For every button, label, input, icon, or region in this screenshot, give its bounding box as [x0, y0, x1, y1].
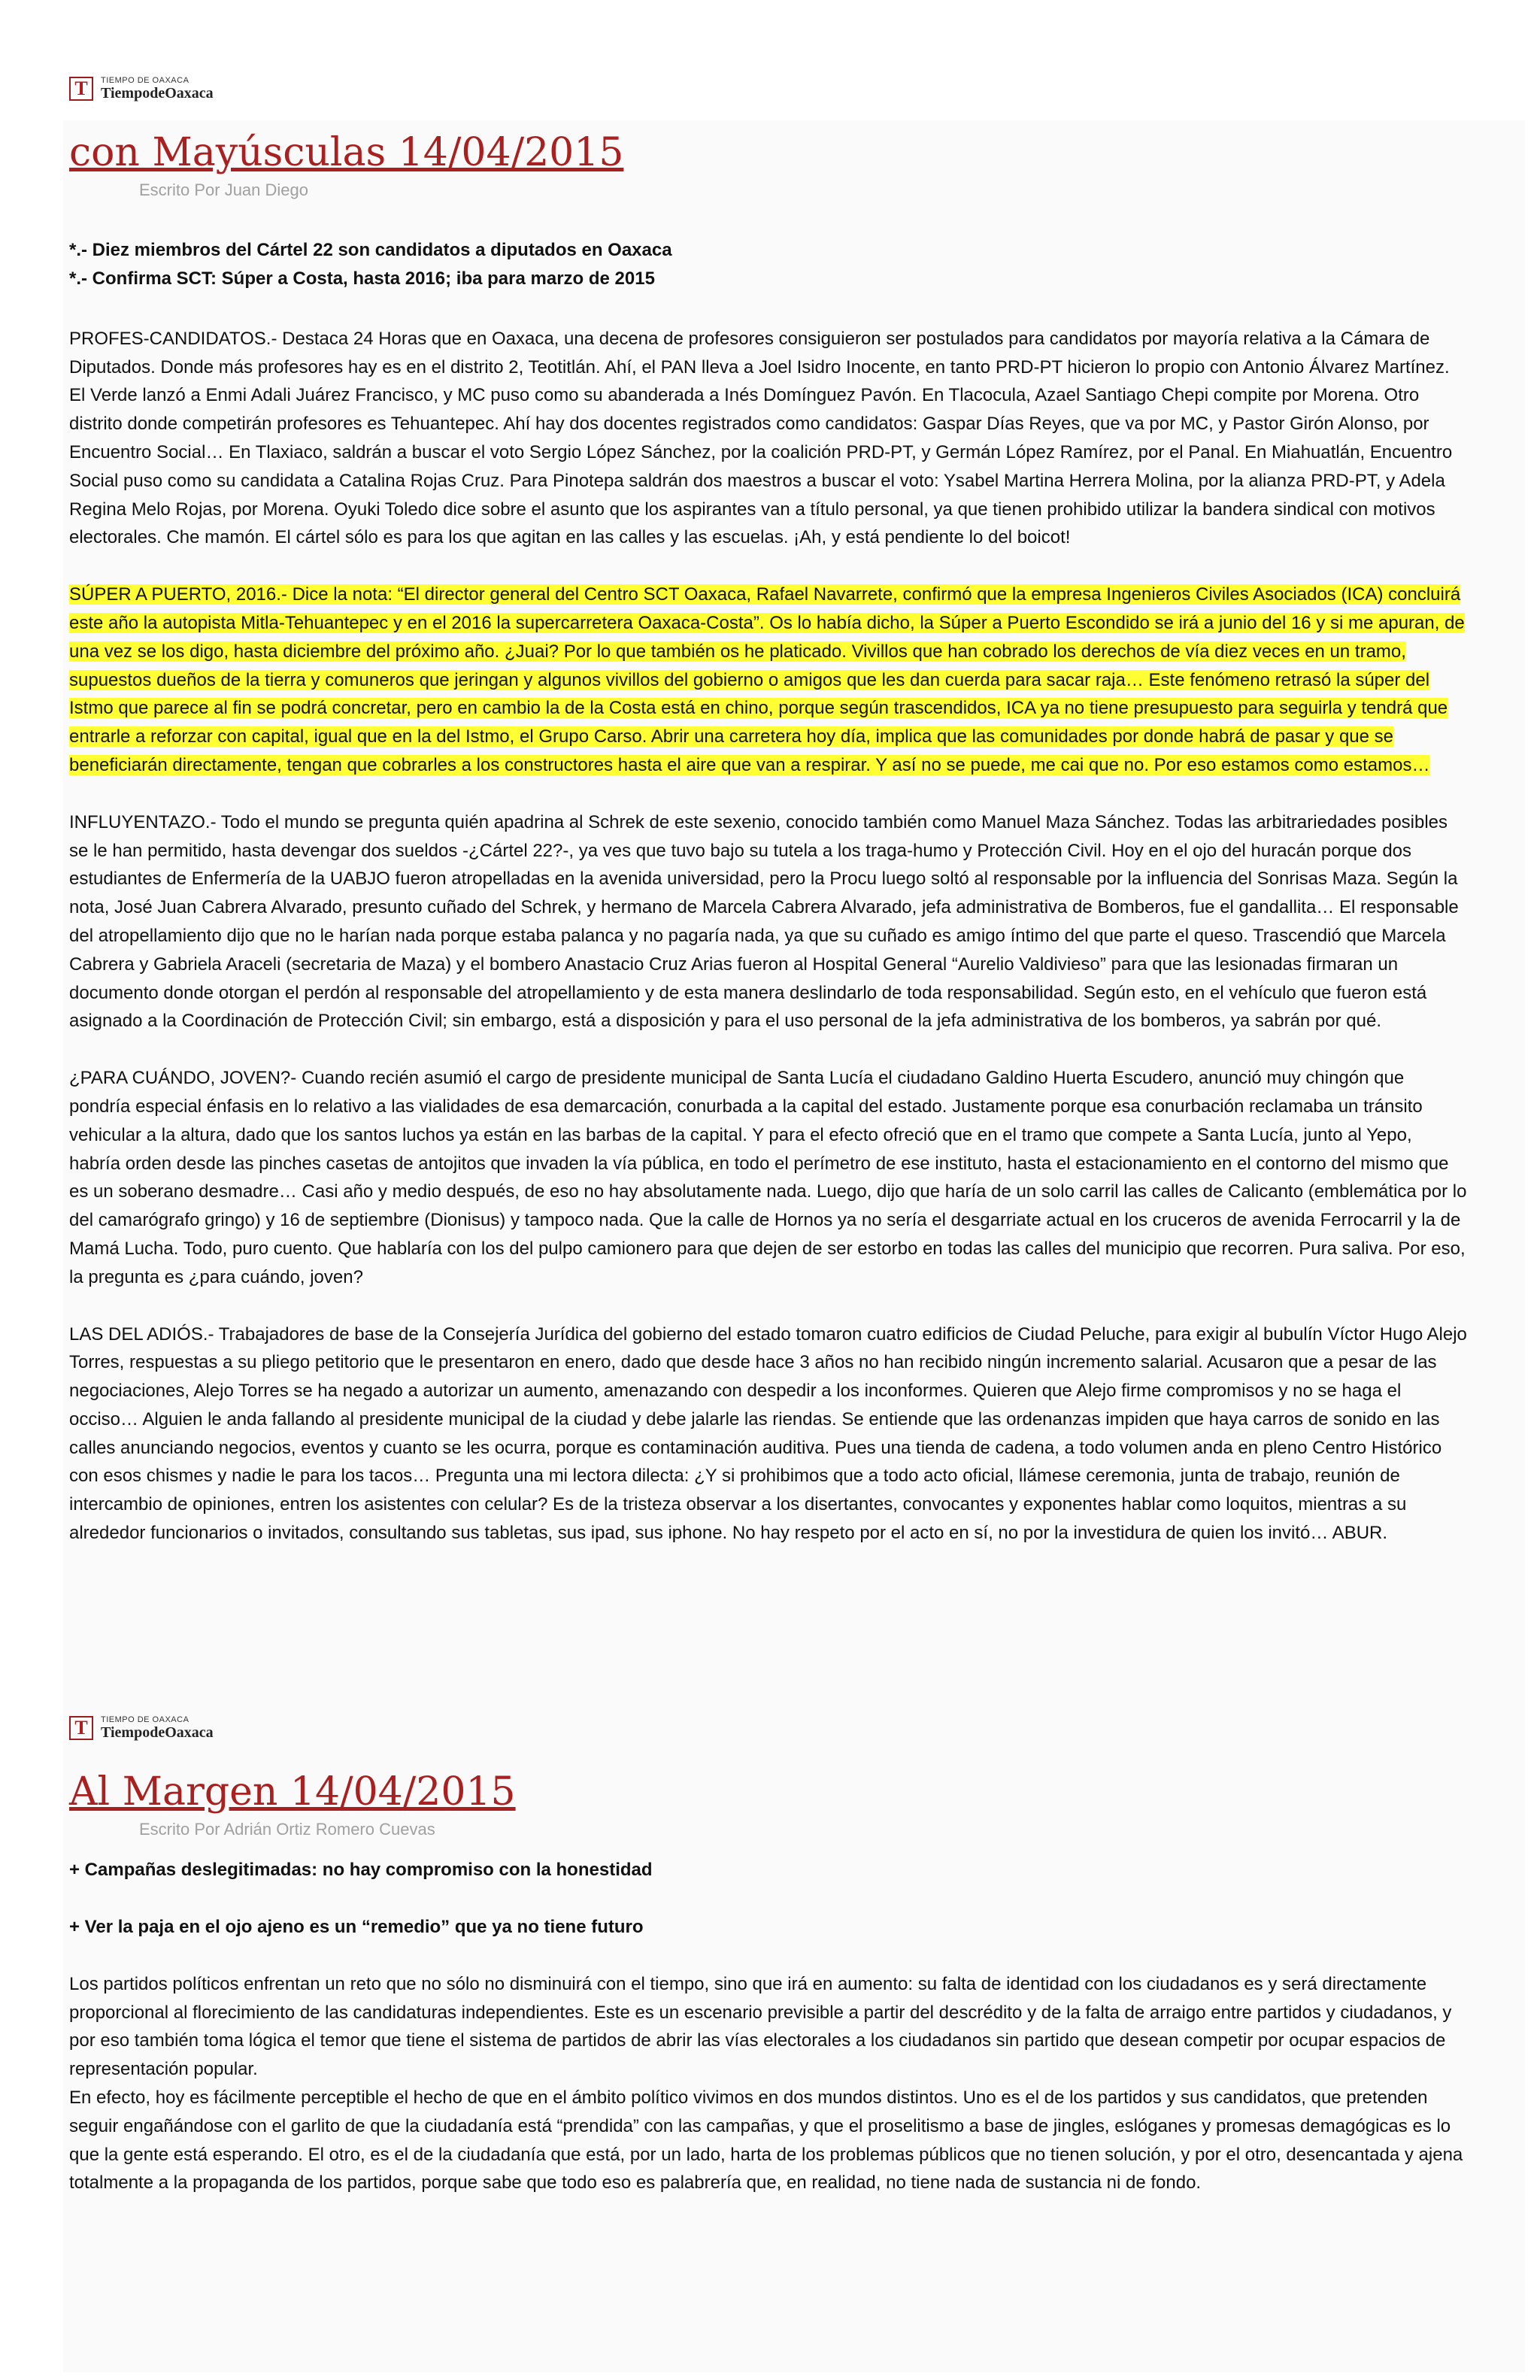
- logo-name: TiempodeOaxaca: [101, 85, 214, 102]
- site-logo[interactable]: [69, 69, 1468, 108]
- article-paragraph: Los partidos políticos enfrentan un reto que no sólo no disminuirá con el tiempo, sino que irá en aumento: su falta de identidad con los ciudadanos es y será directamente proporcional al florecimiento de las candidaturas independientes. Este es un escenario previsible a partir del descrédito y de la falta de arraigo entre partidos y ciudadanos, y por eso también toma lógica el temor que tiene el sistema de partidos de abrir las vías electorales a los ciudadanos sin partido que desean competir por ocupar espacios de representación popular.: [69, 1973, 1452, 2080]
- article-paragraph: PROFES-CANDIDATOS.- Destaca 24 Horas que en Oaxaca, una decena de profesores consiguieron ser postulados para candidatos por mayoría relativa a la Cámara de Diputados. Donde más profesores hay es en el distrito 2, Teotitlán. Ahí, el PAN lleva a Joel Isidro Inocente, en tanto PRD-PT hicieron lo propio con Antonio Álvarez Martínez. El Verde lanzó a Enmi Adali Juárez Francisco, y MC puso como su abanderada a Inés Domínguez Pavón. En Tlacocula, Azael Santiago Chepi compite por Morena. Otro distrito donde competirán profesores es Tehuantepec. Ahí hay dos docentes registrados como candidatos: Gaspar Días Reyes, que va por MC, y Pastor Girón Alonso, por Encuentro Social… En Tlaxiaco, saldrán a buscar el voto Sergio López Sánchez, por la coalición PRD-PT, y Germán López Ramírez, por el Panal. En Miahuatlán, Encuentro Social puso como su candidata a Catalina Rojas Cruz. Para Pinotepa saldrán dos maestros a buscar el voto: Ysabel Martina Herrera Molina, por la alianza PRD-PT, y Adela Regina Melo Rojas, por Morena. Oyuki Toledo dice sobre el asunto que los aspirantes van a título personal, ya que tienen prohibido utilizar la bandera sindical con motivos electorales. Che mamón. El cártel sólo es para los que agitan en las calles y las escuelas. ¡Ah, y está pendiente lo del boicot!: [69, 328, 1453, 548]
- highlight-item: *.- Diez miembros del Cártel 22 son candidatos a diputados en Oaxaca: [69, 239, 672, 260]
- article-al-margen: [69, 1708, 1468, 2197]
- logo-name: TiempodeOaxaca: [101, 1724, 214, 1742]
- article-highlights: [69, 236, 1468, 293]
- article-paragraph: ¿PARA CUÁNDO, JOVEN?- Cuando recién asumió el cargo de presidente municipal de Santa Lucía el ciudadano Galdino Huerta Escudero, anunció muy chingón que pondría especial énfasis en lo relativo a las vialidades de esa demarcación, conurbada a la capital del estado. Justamente porque esa conurbación reclamaba un tránsito vehicular a la altura, dado que los santos luchos ya están en las barbas de la capital. Y para el efecto ofreció que en el tramo que compete a Santa Lucía, junto al Yepo, habría orden desde las pinches casetas de antojitos que invaden la vía pública, en todo el perímetro de ese instituto, hasta el estacionamiento en el contorno del mismo que es un soberano desmadre… Casi año y medio después, de eso no hay absolutamente nada. Luego, dijo que haría de un solo carril las calles de Calicanto (emblemática por lo del camarógrafo gringo) y 16 de septiembre (Dionisus) y tampoco nada. Que la calle de Hornos ya no sería el desgarriate actual en los cruceros de avenida Ferrocarril y la de Mamá Lucha. Todo, puro cuento. Que hablaría con los del pulpo camionero para que dejen de ser estorbo en todas las calles del municipio que recorren. Pura saliva. Por eso, la pregunta es ¿para cuándo, joven?: [69, 1068, 1467, 1287]
- highlighted-text: SÚPER A PUERTO, 2016.- Dice la nota: “El director general del Centro SCT Oaxaca, Rafael Navarrete, confirmó que la empresa Ingenieros Civiles Asociados (ICA) concluirá este año la autopista Mitla-Tehuantepec y en el 2016 la supercarretera Oaxaca-Costa”. Os lo había dicho, la Súper a Puerto Escondido se irá a junio del 16 y si me apuran, de una vez se los digo, hasta diciembre del próximo año. ¿Juai? Por lo que también os he platicado. Vivillos que han cobrado los derechos de vía diez veces en un tramo, supuestos dueños de la tierra y comuneros que jeringan y algunos vivillos del gobierno o amigos que les dan cuerda para sacar raja… Este fenómeno retrasó la súper del Istmo que parece al fin se podrá concretar, pero en cambio la de la Costa está en chino, porque según trascendidos, ICA ya no tiene presupuesto para seguirla y tendrá que entrarle a reforzar con capital, igual que en la del Istmo, el Grupo Carso. Abrir una carretera hoy día, implica que las comunidades por donde habrá de pasar y que se beneficiarán directamente, tengan que cobrarles a los constructores hasta el aire que van a respirar. Y así no se puede, me cai que no. Por eso estamos como estamos…: [69, 584, 1465, 775]
- article-byline: Escrito Por Juan Diego: [139, 180, 308, 199]
- logo-t-icon: T: [69, 77, 93, 101]
- logo-tagline: TIEMPO DE OAXACA: [101, 75, 189, 85]
- highlight-item: + Ver la paja en el ojo ajeno es un “remedio” que ya no tiene futuro: [69, 1916, 644, 1937]
- highlight-item: + Campañas deslegitimadas: no hay compromiso con la honestidad: [69, 1859, 653, 1880]
- article-title[interactable]: Al Margen 14/04/2015: [69, 1769, 516, 1815]
- article-paragraph: En efecto, hoy es fácilmente perceptible el hecho de que en el ámbito político vivimos en dos mundos distintos. Uno es el de los partidos y sus candidatos, que pretenden seguir engañándose con el garlito de que la ciudadanía está “prendida” con las campañas, y que el proselitismo a base de jingles, eslóganes y promesas demagógicas es lo que la gente está esperando. El otro, es el de la ciudadanía que está, por un lado, harta de los problemas públicos que no tienen solución, y por el otro, desencantada y ajena totalmente a la propaganda de los partidos, porque sabe que todo eso es palabrería que, en realidad, no tiene nada de sustancia ni de fondo.: [69, 2087, 1463, 2194]
- logo-text: [101, 1715, 214, 1741]
- logo-t-icon: T: [69, 1716, 93, 1740]
- article-paragraph: INFLUYENTAZO.- Todo el mundo se pregunta quién apadrina al Schrek de este sexenio, conocido también como Manuel Maza Sánchez. Todas las arbitrariedades posibles se le han permitido, hasta devengar dos sueldos -¿Cártel 22?-, ya ves que tuvo bajo su tutela a los traga-humo y Protección Civil. Hoy en el ojo del huracán porque dos estudiantes de Enfermería de la UABJO fueron atropelladas en la avenida universidad, pero la Procu luego soltó al responsable por la influencia del Sonrisas Maza. Según la nota, José Juan Cabrera Alvarado, presunto cuñado del Schrek, y hermano de Marcela Cabrera Alvarado, jefa administrativa de Bomberos, fue el gandallita… El responsable del atropellamiento dijo que no le harían nada porque estaba palanca y no pagaría nada, ya que su cuñado es amigo íntimo del que parte el queso. Trascendió que Marcela Cabrera y Gabriela Araceli (secretaria de Maza) y el bombero Anastacio Cruz Arias fueron al Hospital General “Aurelio Valdivieso” para que las lesionadas firmaran un documento donde otorgan el perdón al responsable del atropellamiento y de esta manera deslindarlo de toda responsabilidad. Según esto, en el vehículo que fueron está asignado a la Coordinación de Protección Civil; sin embargo, está a disposición y para el uso personal de la jefa administrativa de los bomberos, ya sabrán por qué.: [69, 811, 1459, 1032]
- article-byline: Escrito Por Adrián Ortiz Romero Cuevas: [139, 1819, 435, 1839]
- logo-tagline: TIEMPO DE OAXACA: [101, 1715, 189, 1724]
- logo-text: [101, 76, 214, 102]
- highlight-item: *.- Confirma SCT: Súper a Costa, hasta 2016; iba para marzo de 2015: [69, 268, 655, 289]
- site-logo[interactable]: [69, 1708, 1468, 1748]
- article-con-mayusculas: [69, 69, 1468, 1548]
- article-paragraph: LAS DEL ADIÓS.- Trabajadores de base de la Consejería Jurídica del gobierno del estado tomaron cuatro edificios de Ciudad Peluche, para exigir al bubulín Víctor Hugo Alejo Torres, respuestas a su pliego petitorio que le presentaron en enero, dado que desde hace 3 años no han recibido ningún incremento salarial. Acusaron que a pesar de las negociaciones, Alejo Torres se ha negado a autorizar un aumento, amenazando con despedir a los inconformes. Quieren que Alejo firme compromisos y no se haga el occiso… Alguien le anda fallando al presidente municipal de la ciudad y debe jalarle las riendas. Se entiende que las ordenanzas impiden que haya carros de sonido en las calles anunciando negocios, eventos y cuanto se les ocurra, porque es contaminación auditiva. Pues una tienda de cadena, a todo volumen anda en pleno Centro Histórico con esos chismes y nadie le para los tacos… Pregunta una mi lectora dilecta: ¿Y si prohibimos que a todo acto oficial, llámese ceremonia, junta de trabajo, reunión de intercambio de opiniones, entren los asistentes con celular? Es de la tristeza observar a los disertantes, convocantes y exponentes hablar como loquitos, mientras a su alrededor funcionarios o invitados, consultando sus tabletas, sus ipad, sus iphone. No hay respeto por el acto en sí, no por la investidura de quien los invitó… ABUR.: [69, 1323, 1467, 1544]
- article-title[interactable]: con Mayúsculas 14/04/2015: [69, 130, 624, 175]
- article-paragraph-highlighted: [69, 581, 1468, 780]
